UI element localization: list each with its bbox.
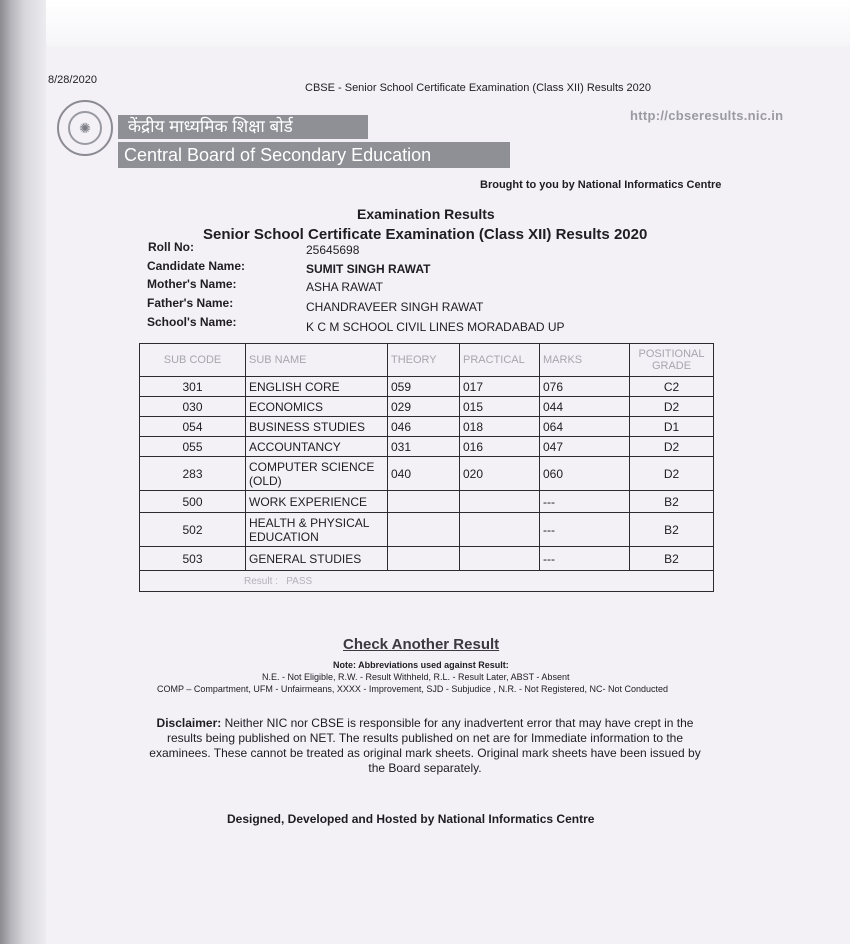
positional-grade: B2 xyxy=(630,513,714,547)
cbse-emblem-icon xyxy=(57,100,113,156)
table-row xyxy=(140,513,714,547)
father-name-label: Father's Name: xyxy=(147,296,234,310)
positional-grade: D2 xyxy=(630,457,714,491)
header-sub-name: SUB NAME xyxy=(246,344,388,377)
theory-marks xyxy=(388,513,460,547)
practical-marks xyxy=(460,491,540,513)
table-row xyxy=(140,377,714,397)
mother-name-label: Mother's Name: xyxy=(147,277,237,291)
table-header-row xyxy=(140,344,714,377)
sub-code: 502 xyxy=(140,513,246,547)
sub-name: WORK EXPERIENCE xyxy=(246,491,388,513)
positional-grade: B2 xyxy=(630,491,714,513)
theory-marks: 046 xyxy=(388,417,460,437)
total-marks: --- xyxy=(540,491,630,513)
disclaimer-label: Disclaimer: xyxy=(156,716,222,730)
table-row xyxy=(140,457,714,491)
print-date: 8/28/2020 xyxy=(48,74,97,86)
candidate-name-label: Candidate Name: xyxy=(147,259,246,273)
positional-grade: D2 xyxy=(630,397,714,417)
result-cell xyxy=(140,571,714,592)
scan-top-margin xyxy=(0,0,850,46)
sub-name: ECONOMICS xyxy=(246,397,388,417)
positional-grade: C2 xyxy=(630,377,714,397)
sub-code: 500 xyxy=(140,491,246,513)
sub-name: ACCOUNTANCY xyxy=(246,437,388,457)
theory-marks xyxy=(388,547,460,571)
exam-title: Senior School Certificate Examination (Class XII) Results 2020 xyxy=(203,226,648,243)
table-row xyxy=(140,417,714,437)
theory-marks: 029 xyxy=(388,397,460,417)
board-name-english: Central Board of Secondary Education xyxy=(118,142,510,168)
total-marks: --- xyxy=(540,513,630,547)
practical-marks: 016 xyxy=(460,437,540,457)
practical-marks xyxy=(460,513,540,547)
exam-heading: Examination Results xyxy=(357,206,495,222)
sub-name: BUSINESS STUDIES xyxy=(246,417,388,437)
sub-code: 030 xyxy=(140,397,246,417)
header-positional-grade: POSITIONAL GRADE xyxy=(630,344,714,377)
practical-marks xyxy=(460,547,540,571)
table-row xyxy=(140,437,714,457)
positional-grade: B2 xyxy=(630,547,714,571)
roll-no-value: 25645698 xyxy=(306,243,360,257)
practical-marks: 020 xyxy=(460,457,540,491)
total-marks: 060 xyxy=(540,457,630,491)
emblem-center: ✺ xyxy=(68,111,102,145)
sub-code: 301 xyxy=(140,377,246,397)
note-line-1: N.E. - Not Eligible, R.W. - Result Withheld, R.L. - Result Later, ABST - Absent xyxy=(262,672,570,682)
roll-no-label: Roll No: xyxy=(148,240,194,254)
sub-name: HEALTH & PHYSICAL EDUCATION xyxy=(246,513,388,547)
total-marks: 044 xyxy=(540,397,630,417)
practical-marks: 017 xyxy=(460,377,540,397)
scan-left-shadow xyxy=(0,0,46,944)
site-url: http://cbseresults.nic.in xyxy=(630,108,784,123)
theory-marks: 040 xyxy=(388,457,460,491)
positional-grade: D1 xyxy=(630,417,714,437)
check-another-result-link[interactable]: Check Another Result xyxy=(343,636,500,653)
board-name-hindi: केंद्रीय माध्यमिक शिक्षा बोर्ड xyxy=(118,115,368,139)
sub-code: 055 xyxy=(140,437,246,457)
table-row xyxy=(140,397,714,417)
header-practical: PRACTICAL xyxy=(460,344,540,377)
candidate-name-value: SUMIT SINGH RAWAT xyxy=(306,262,431,276)
sub-code: 503 xyxy=(140,547,246,571)
total-marks: --- xyxy=(540,547,630,571)
sub-name: GENERAL STUDIES xyxy=(246,547,388,571)
total-marks: 076 xyxy=(540,377,630,397)
marks-table xyxy=(139,343,714,592)
sub-name: COMPUTER SCIENCE (OLD) xyxy=(246,457,388,491)
result-value: PASS xyxy=(286,575,313,587)
sub-name: ENGLISH CORE xyxy=(246,377,388,397)
table-row xyxy=(140,547,714,571)
total-marks: 047 xyxy=(540,437,630,457)
table-row xyxy=(140,491,714,513)
school-name-value: K C M SCHOOL CIVIL LINES MORADABAD UP xyxy=(306,320,565,334)
disclaimer-text: Neither NIC nor CBSE is responsible for any inadvertent error that may have crept in the results being published on NET. The results published on net are for Immediate information to the examinees. These cannot be treated as original mark sheets. Original mark sheets have been issued by the Board separately. xyxy=(149,716,701,775)
header-theory: THEORY xyxy=(388,344,460,377)
disclaimer xyxy=(140,716,710,776)
positional-grade: D2 xyxy=(630,437,714,457)
print-title: CBSE - Senior School Certificate Examination (Class XII) Results 2020 xyxy=(305,82,652,94)
result-row xyxy=(140,571,714,592)
header-marks: MARKS xyxy=(540,344,630,377)
practical-marks: 018 xyxy=(460,417,540,437)
result-label: Result : xyxy=(244,575,278,587)
note-line-2: COMP – Compartment, UFM - Unfairmeans, XXXX - Improvement, SJD - Subjudice , N.R. - Not Registered, NC- Not Conducted xyxy=(157,684,669,694)
sub-code: 283 xyxy=(140,457,246,491)
theory-marks xyxy=(388,491,460,513)
school-name-label: School's Name: xyxy=(147,315,237,329)
father-name-value: CHANDRAVEER SINGH RAWAT xyxy=(306,300,484,314)
total-marks: 064 xyxy=(540,417,630,437)
sub-code: 054 xyxy=(140,417,246,437)
footer-credit: Designed, Developed and Hosted by National Informatics Centre xyxy=(227,812,595,826)
header-sub-code: SUB CODE xyxy=(140,344,246,377)
theory-marks: 031 xyxy=(388,437,460,457)
note-title: Note: Abbreviations used against Result: xyxy=(333,660,509,670)
mother-name-value: ASHA RAWAT xyxy=(306,280,383,294)
theory-marks: 059 xyxy=(388,377,460,397)
practical-marks: 015 xyxy=(460,397,540,417)
brought-by: Brought to you by National Informatics Centre xyxy=(480,179,722,191)
